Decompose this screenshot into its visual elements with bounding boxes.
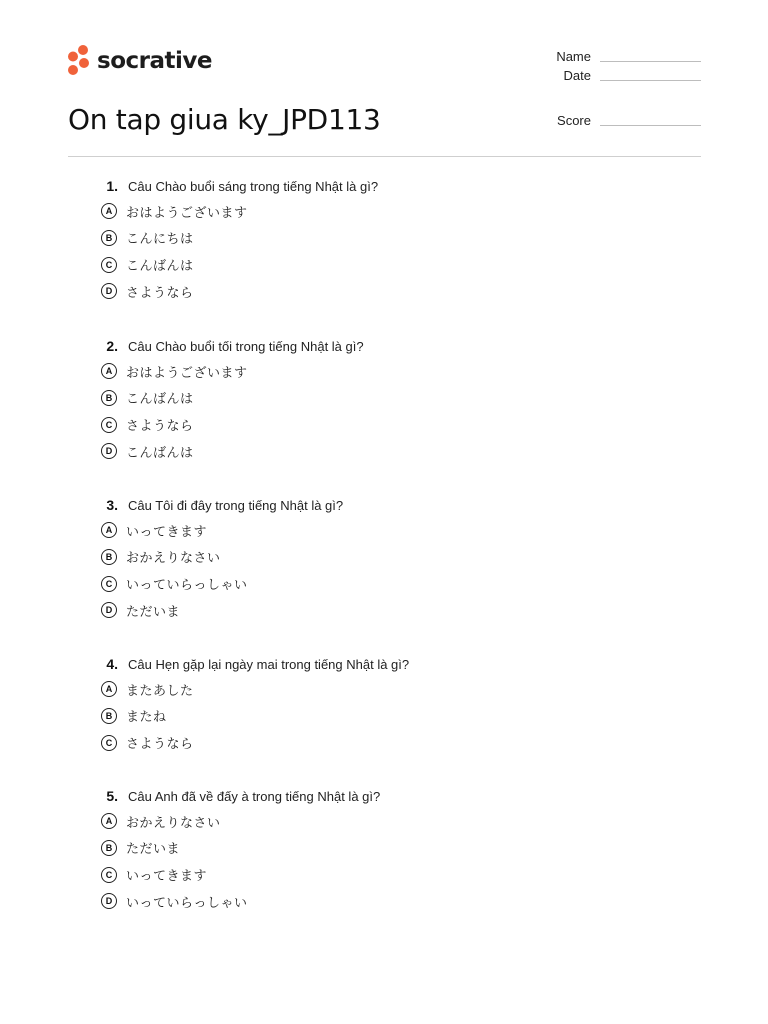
question-text: Câu Hẹn gặp lại ngày mai trong tiếng Nhật là gì? — [128, 657, 410, 672]
option-letter-circle[interactable]: B — [101, 549, 117, 565]
option-text: またあした — [126, 682, 194, 698]
answer-option-d[interactable] — [101, 601, 180, 619]
option-text: いっていらっしゃい — [126, 894, 248, 910]
answer-option-c[interactable] — [101, 256, 194, 274]
option-text: さようなら — [126, 284, 194, 300]
option-text: おはようございます — [126, 204, 248, 220]
option-letter-circle[interactable]: B — [101, 390, 117, 406]
option-letter-circle[interactable]: B — [101, 840, 117, 856]
option-letter-circle[interactable]: D — [101, 283, 117, 299]
question-text: Câu Tôi đi đây trong tiếng Nhật là gì? — [128, 498, 344, 513]
answer-option-a[interactable] — [101, 521, 207, 539]
option-text: おかえりなさい — [126, 550, 221, 566]
option-letter-circle[interactable]: B — [101, 230, 117, 246]
question-number: 5. — [106, 788, 118, 804]
option-text: こんばんは — [126, 258, 194, 274]
answer-option-c[interactable] — [101, 575, 248, 593]
option-text: いってきます — [126, 868, 208, 884]
question-number: 2. — [106, 338, 118, 354]
option-text: こんにちは — [126, 231, 194, 247]
answer-option-b[interactable] — [101, 548, 221, 566]
option-letter-circle[interactable]: D — [101, 893, 117, 909]
question-text: Câu Chào buổi sáng trong tiếng Nhật là gì? — [128, 179, 379, 194]
option-text: さようなら — [126, 736, 194, 752]
option-letter-circle[interactable]: D — [101, 443, 117, 459]
question-text: Câu Anh đã về đấy à trong tiếng Nhật là gì? — [128, 789, 381, 804]
option-text: こんばんは — [126, 391, 194, 407]
answer-option-a[interactable] — [101, 202, 248, 220]
option-letter-circle[interactable]: A — [101, 522, 117, 538]
option-text: おかえりなさい — [126, 814, 221, 830]
option-text: ただいま — [126, 603, 181, 619]
score-label: Score — [557, 113, 591, 128]
option-letter-circle[interactable]: A — [101, 681, 117, 697]
name-label: Name — [556, 49, 591, 64]
answer-option-a[interactable] — [101, 812, 221, 830]
question-text: Câu Chào buổi tối trong tiếng Nhật là gì? — [128, 339, 364, 354]
option-letter-circle[interactable]: C — [101, 257, 117, 273]
quiz-title: On tap giua ky_JPD113 — [68, 103, 381, 136]
option-letter-circle[interactable]: D — [101, 602, 117, 618]
option-letter-circle[interactable]: C — [101, 576, 117, 592]
answer-option-d[interactable] — [101, 442, 194, 460]
socrative-logo-icon — [67, 45, 91, 77]
name-line[interactable] — [600, 61, 701, 62]
option-text: こんばんは — [126, 444, 194, 460]
option-letter-circle[interactable]: A — [101, 363, 117, 379]
answer-option-a[interactable] — [101, 680, 194, 698]
option-letter-circle[interactable]: C — [101, 417, 117, 433]
answer-option-c[interactable] — [101, 416, 194, 434]
answer-option-c[interactable] — [101, 866, 207, 884]
answer-option-b[interactable] — [101, 707, 167, 725]
brand-name: socrative — [97, 47, 212, 74]
option-text: さようなら — [126, 418, 194, 434]
answer-option-b[interactable] — [101, 389, 194, 407]
socrative-logo — [67, 45, 212, 77]
score-line[interactable] — [600, 125, 701, 126]
answer-option-b[interactable] — [101, 229, 194, 247]
date-label: Date — [563, 68, 591, 83]
option-text: いっていらっしゃい — [126, 577, 248, 593]
option-letter-circle[interactable]: B — [101, 708, 117, 724]
question-number: 1. — [106, 178, 118, 194]
option-letter-circle[interactable]: C — [101, 867, 117, 883]
option-text: いってきます — [126, 523, 208, 539]
option-letter-circle[interactable]: C — [101, 735, 117, 751]
option-letter-circle[interactable]: A — [101, 813, 117, 829]
answer-option-c[interactable] — [101, 734, 194, 752]
header-divider — [68, 156, 701, 157]
date-line[interactable] — [600, 80, 701, 81]
option-text: またね — [126, 709, 167, 725]
answer-option-d[interactable] — [101, 892, 248, 910]
option-text: おはようございます — [126, 364, 248, 380]
option-letter-circle[interactable]: A — [101, 203, 117, 219]
answer-option-d[interactable] — [101, 282, 194, 300]
option-text: ただいま — [126, 841, 181, 857]
answer-option-a[interactable] — [101, 362, 248, 380]
question-number: 3. — [106, 497, 118, 513]
question-number: 4. — [106, 656, 118, 672]
answer-option-b[interactable] — [101, 839, 180, 857]
